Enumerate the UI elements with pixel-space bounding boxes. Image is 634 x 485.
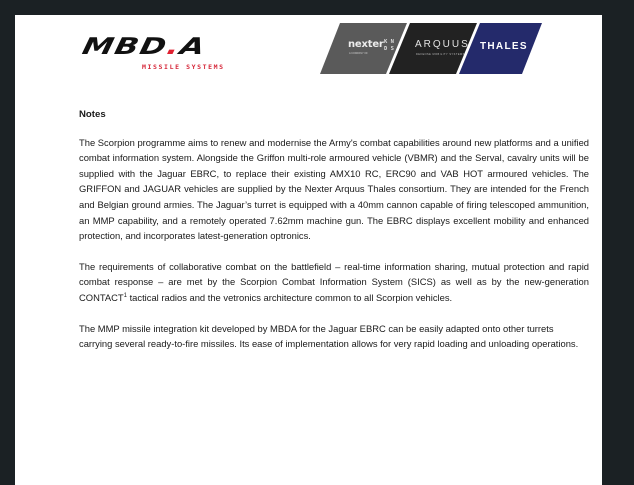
thales-logo-text: THALES [480,41,528,52]
nexter-logo-subtext: A COMPANY OF [349,52,368,55]
notes-heading: Notes [79,109,106,120]
mbda-wordmark [80,36,208,59]
notes-paragraph-1: The Scorpion programme aims to renew and modernise the Army's combat capabilities around new platforms and a unified combat information system. Alongside the Griffon multi-role armoured vehicle (VBMR) and the Serval, cavalry units will be supplied with the Jaguar EBRC, to replace their existing AMX10 RC, ERC90 and VAB HOT armoured vehicles. The GRIFFON and JAGUAR vehicles are supplied by the Nexter Arquus Thales consortium. They are intended for the French and Belgian ground armies. The Jaguar’s turret is equipped with a 40mm cannon capable of firing telescoped ammunition, an MMP capability, and a remotely operated 7.62mm machine gun. The EBRC displays excellent mobility and enhanced protection, and incorporates latest-generation optronics. [79,136,589,242]
partner-logos [320,20,542,76]
notes-section [79,107,589,367]
knds-logo-top: K N [384,39,394,45]
mbda-tagline: MISSILE SYSTEMS [142,63,225,71]
notes-paragraph-3: The MMP missile integration kit developed by MBDA for the Jaguar EBRC can be easily adapted onto other turrets carrying several ready-to-fire missiles. Its ease of implementation allows for very rapid loading and unloading operations. [79,322,579,350]
knds-logo-bottom: D S [384,46,394,52]
arquus-logo-subtext: DEFENSE MOBILITY SYSTEMS [416,53,465,56]
notes-paragraph-2 [79,259,589,306]
mbda-wordmark-right: A [177,34,209,60]
notes-paragraph-2-end: tactical radios and the vetronics architecture common to all Scorpion vehicles. [126,291,453,303]
mbda-wordmark-dot: . [164,34,183,60]
footnote-ref[interactable]: 1 [123,292,127,299]
document-page [15,15,602,485]
mbda-wordmark-left: MBD [79,34,170,60]
notes-paragraph-2-start: The requirements of collaborative combat on the battlefield – real-time information sharing, mutual protection and rapid combat response – are met by the Scorpion Combat Information System (SICS) as well as by the new-generation CONTACT [79,260,589,303]
arquus-logo-text: ARQUUS [415,39,470,50]
knds-logo [384,39,398,53]
nexter-logo-text: nexter [348,39,384,50]
mbda-logo [79,34,245,81]
